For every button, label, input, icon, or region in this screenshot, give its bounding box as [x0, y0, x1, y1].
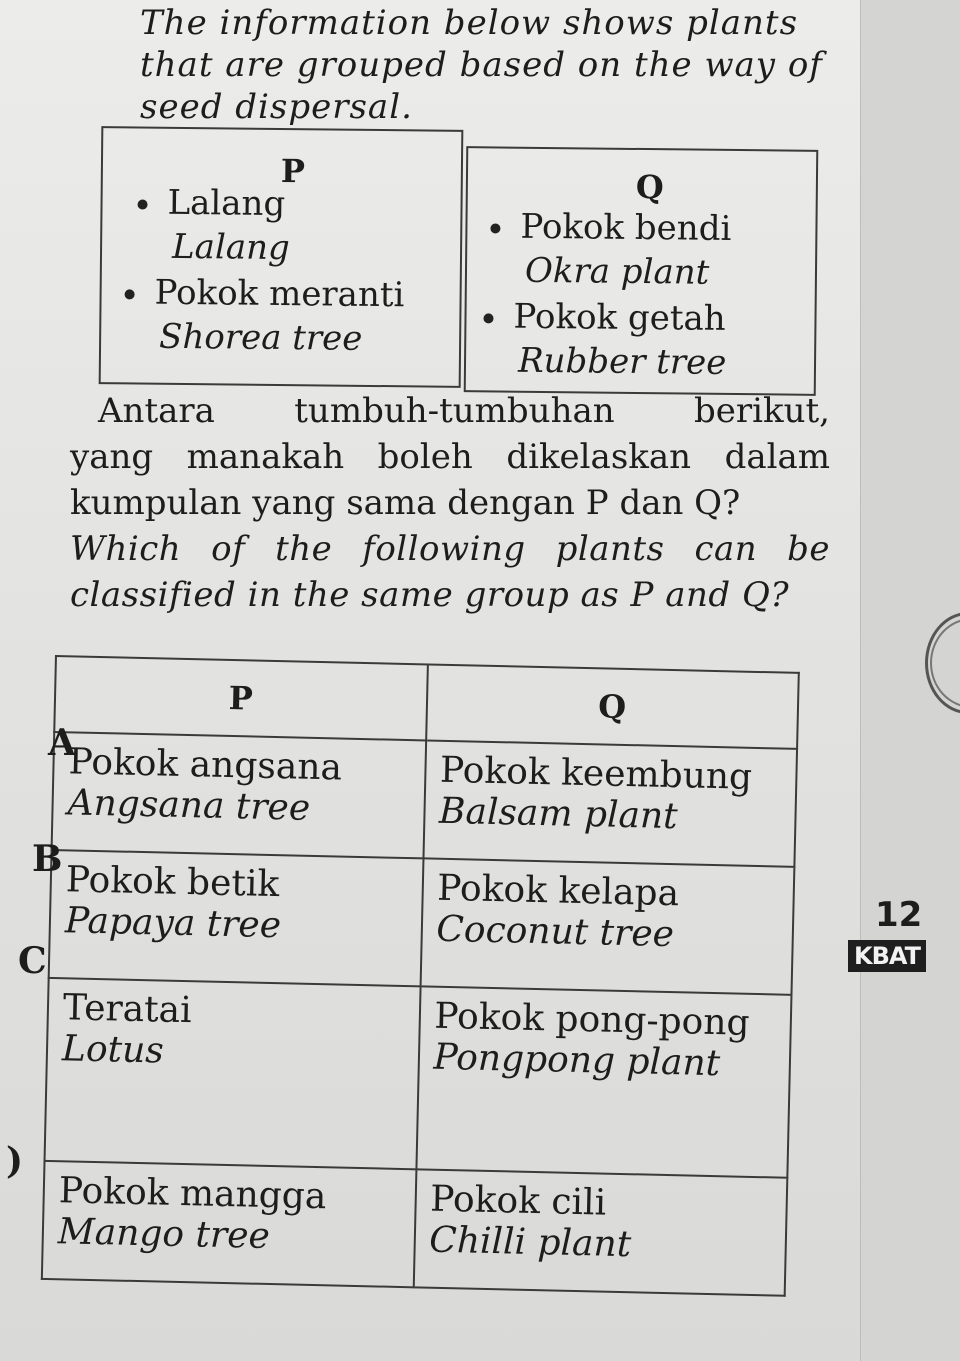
option-b-q: Pokok kelapa Coconut tree [420, 858, 794, 994]
group-q-title: Q [635, 167, 664, 207]
header-p: P [54, 656, 427, 740]
group-p-title: P [280, 151, 306, 191]
table-row [42, 1161, 787, 1296]
kbat-badge: KBAT [848, 940, 926, 972]
table-row [52, 732, 797, 867]
option-c-q: Pokok pong-pong Pongpong plant [416, 986, 792, 1177]
question-number: 12 [875, 895, 923, 935]
header-q: Q [426, 664, 799, 748]
option-b-p: Pokok betik Papaya tree [49, 850, 423, 986]
options-table [41, 655, 800, 1297]
question-en-line: classified in the same group as P and Q? [70, 575, 790, 615]
bullet-icon [137, 199, 147, 209]
question-en-line: Which of the following plants can be [70, 529, 830, 569]
question-ms-line: yang manakah boleh dikelaskan dalam [70, 437, 830, 477]
option-d-q: Pokok cili Chilli plant [413, 1169, 787, 1295]
option-a-q: Pokok keembung Balsam plant [423, 740, 797, 866]
question-ms-line: kumpulan yang sama dengan P dan Q? [70, 483, 741, 523]
group-p-item: Lalang Lalang [172, 181, 291, 270]
option-letter-b[interactable]: B [32, 838, 63, 880]
table-row [49, 850, 795, 995]
group-p-box [99, 126, 464, 388]
group-q-box [464, 146, 819, 396]
option-c-p: Teratai Lotus [45, 978, 421, 1169]
question-text [70, 388, 830, 618]
table-row [45, 978, 792, 1178]
group-q-item: Pokok getah Rubber tree [518, 295, 727, 385]
group-p-item: Pokok meranti Shorea tree [159, 271, 405, 362]
bullet-icon [490, 223, 500, 233]
option-letter-c[interactable]: C [18, 940, 47, 982]
option-letter-a[interactable]: A [48, 722, 76, 764]
bullet-icon [483, 313, 493, 323]
group-q-item: Pokok bendi Okra plant [525, 205, 732, 295]
question-ms-line: Antara tumbuh-tumbuhan berikut, [98, 391, 830, 431]
option-letter-d[interactable]: ) [6, 1140, 24, 1182]
bullet-icon [125, 289, 135, 299]
option-a-p: Pokok angsana Angsana tree [52, 732, 426, 858]
option-d-p: Pokok mangga Mango tree [42, 1161, 416, 1287]
intro-text: The information below shows plants that are grouped based on the way of seed dispersal. [140, 3, 823, 127]
